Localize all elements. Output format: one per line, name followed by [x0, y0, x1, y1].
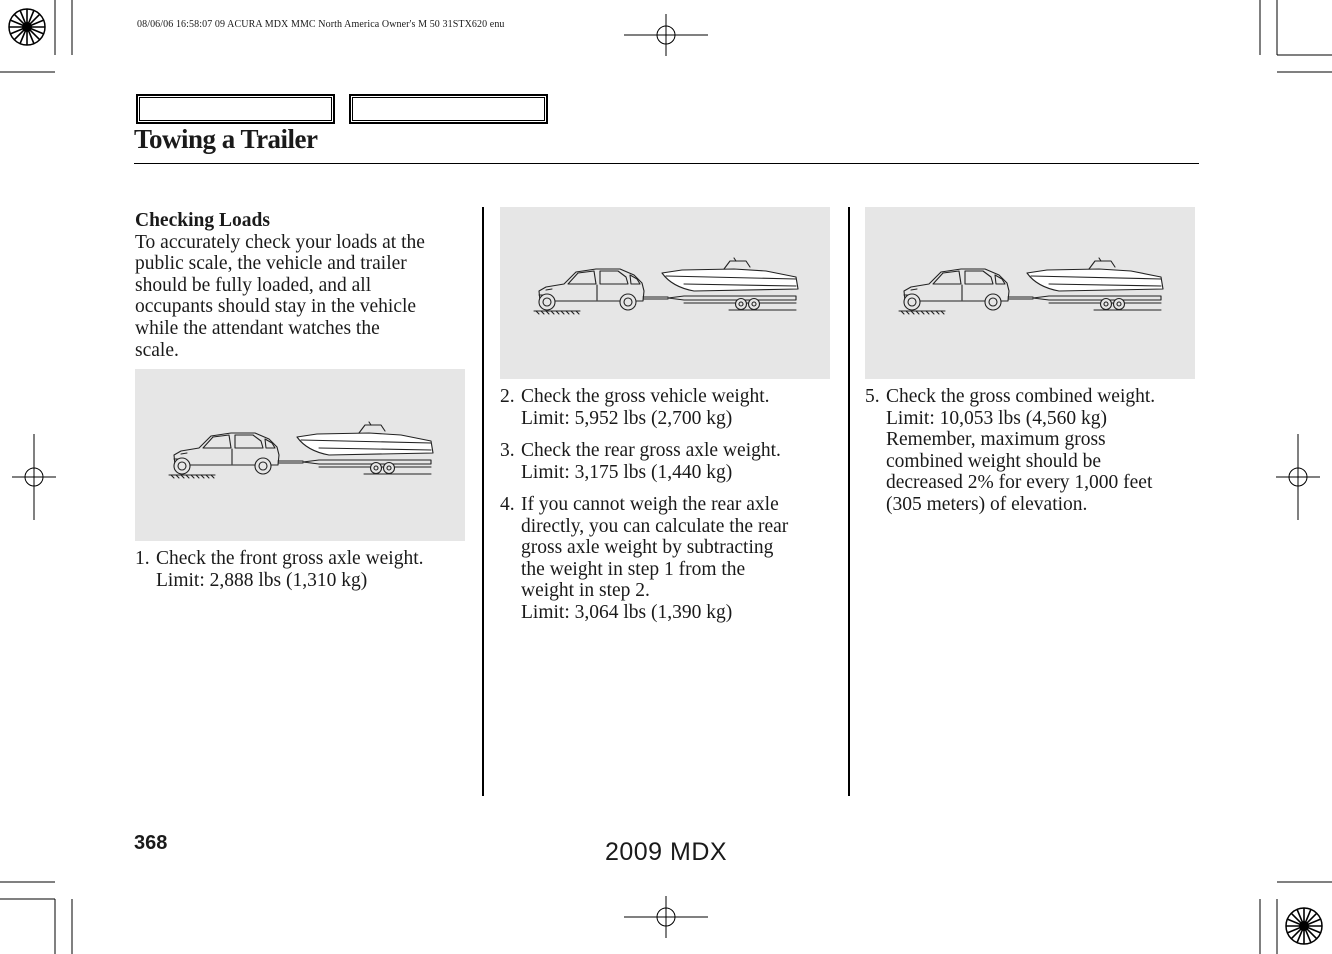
tab-box-left: [136, 94, 335, 124]
step-number: 4.: [500, 494, 515, 515]
page-title: Towing a Trailer: [134, 124, 318, 154]
step-text: Check the gross vehicle weight. Limit: 5,952 lbs (2,700 kg): [521, 386, 770, 429]
suv-towing-boat-illustration: [865, 207, 1195, 379]
page-number: 368: [134, 832, 168, 854]
towing-illustration-gross-vehicle: [500, 207, 830, 379]
suv-towing-boat-illustration: [135, 369, 465, 541]
print-header-info: 08/06/06 16:58:07 09 ACURA MDX MMC North America Owner's M 50 31STX620 enu: [137, 19, 505, 30]
towing-illustration-front-axle: [135, 369, 465, 541]
section-heading: Checking Loads: [135, 210, 270, 231]
step-number: 2.: [500, 386, 515, 407]
registration-starburst-icon: [9, 9, 45, 45]
title-rule: [134, 163, 1199, 164]
column-divider-2: [848, 207, 850, 796]
tab-box-right: [349, 94, 548, 124]
registration-starburst-icon: [1286, 908, 1322, 944]
step-text: Check the rear gross axle weight. Limit: 3,175 lbs (1,440 kg): [521, 440, 781, 483]
suv-towing-boat-illustration: [500, 207, 830, 379]
step-text: Check the gross combined weight. Limit: 10,053 lbs (4,560 kg) Remember, maximum gross combined weight should be decreased 2% for every 1,000 feet (305 meters) of elevation.: [886, 386, 1156, 515]
step-number: 3.: [500, 440, 515, 461]
towing-illustration-gross-combined: [865, 207, 1195, 379]
checking-loads-section: [135, 210, 475, 361]
step-text: If you cannot weigh the rear axle directly, you can calculate the rear gross axle weight by subtracting the weight in step 1 from the weight in step 2. Limit: 3,064 lbs (1,390 kg): [521, 494, 789, 623]
step-text: Check the front gross axle weight. Limit: 2,888 lbs (1,310 kg): [156, 548, 424, 591]
section-paragraph: To accurately check your loads at the public scale, the vehicle and trailer should be fully loaded, and all occupants should stay in the vehicle while the attendant watches the scale.: [135, 231, 425, 361]
column-divider-1: [482, 207, 484, 796]
step-number: 5.: [865, 386, 880, 407]
step-number: 1.: [135, 548, 150, 569]
model-footer: 2009 MDX: [604, 838, 728, 866]
